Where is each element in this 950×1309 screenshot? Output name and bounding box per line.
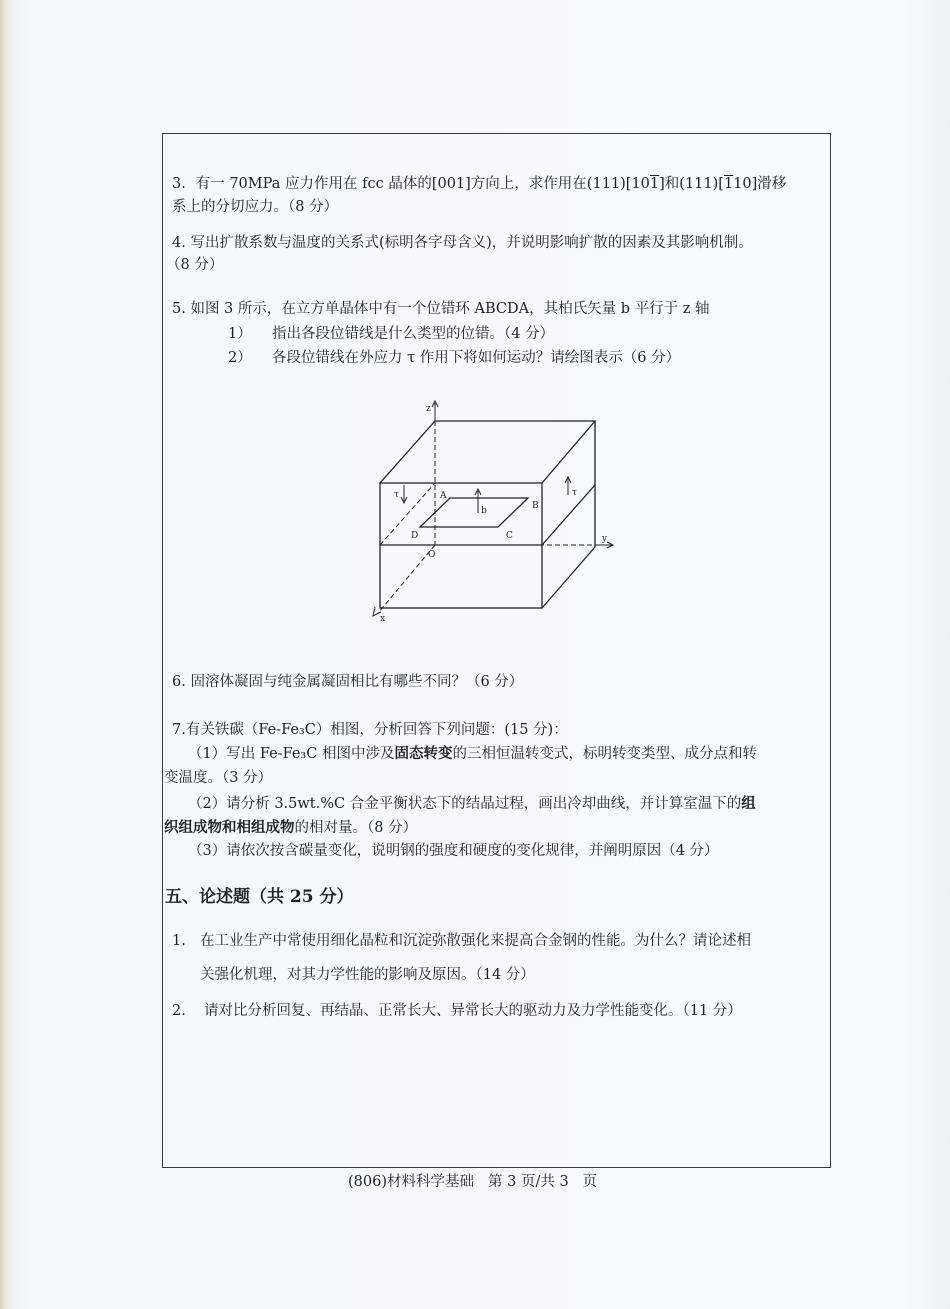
q5-sub2-text: 各段位错线在外应力 τ 作用下将如何运动？请绘图表示（6 分） xyxy=(272,350,681,366)
s5-item1-line1: 在工业生产中常使用细化晶粒和沉淀弥散强化来提高合金钢的性能。为什么？请论述相 xyxy=(200,933,751,949)
q4-line1: 4. 写出扩散系数与温度的关系式(标明各字母含义)，并说明影响扩散的因素及其影响机制。 xyxy=(172,235,753,251)
dislocation-loop xyxy=(420,498,528,527)
label-y: y xyxy=(602,534,608,544)
label-tau-left: τ xyxy=(394,490,399,500)
q3-bar-index-2: 1 xyxy=(723,176,734,192)
label-origin: O xyxy=(428,550,436,560)
q7-p1-bold: 固态转变 xyxy=(394,745,453,762)
q3-bar-index-1: 1 xyxy=(649,176,660,192)
q7-p3-line1: （3）请依次按含碳量变化，说明钢的强度和硬度的变化规律，并阐明原因（4 分） xyxy=(188,843,719,859)
q5-line1: 5. 如图 3 所示，在立方单晶体中有一个位错环 ABCDA，其柏氏矢量 b 平行于 z 轴 xyxy=(172,301,710,317)
hidden-slip-left xyxy=(380,483,435,545)
page-footer xyxy=(348,1170,611,1191)
label-tau-right: τ xyxy=(572,488,577,498)
label-burgers-vector: b xyxy=(481,506,487,516)
dislocation-cube-figure xyxy=(360,395,620,625)
s5-item1-num: 1. xyxy=(172,933,186,949)
q4-line2: （8 分） xyxy=(166,257,224,273)
label-point-c: C xyxy=(506,531,513,541)
q7-p2-text-d: 的相对量。（8 分） xyxy=(294,820,418,836)
q3-text-b: ]和(111)[ xyxy=(659,176,724,192)
q7-p2-line2 xyxy=(164,818,417,838)
q7-p1-text-c: 的三相恒温转变式，标明转变类型、成分点和转 xyxy=(452,746,757,762)
q5-sub2-num: 2） xyxy=(228,350,252,366)
label-z: z xyxy=(426,404,431,414)
q6-line1: 6. 固溶体凝固与纯金属凝固相比有哪些不同？（6 分） xyxy=(172,674,524,690)
q3-line1 xyxy=(172,174,786,194)
hidden-x-axis xyxy=(378,545,435,613)
label-point-a: A xyxy=(440,491,447,501)
cube-bottom-right-edge xyxy=(542,547,595,608)
footer-page-unit: 页 xyxy=(582,1174,598,1190)
q7-p1-line2: 变温度。（3 分） xyxy=(164,770,273,786)
label-point-b: B xyxy=(532,501,539,511)
q7-p2-bold-b: 织组成物和相组成物 xyxy=(164,819,295,836)
q5-sub1-num: 1） xyxy=(228,326,252,342)
q7-line1: 7.有关铁碳（Fe-Fe₃C）相图，分析回答下列问题：(15 分)： xyxy=(172,722,568,738)
q3-text-c: 10]滑移 xyxy=(733,176,787,192)
s5-item1-line2: 关强化机理，对其力学性能的影响及原因。（14 分） xyxy=(200,967,535,983)
q7-p1-text-a: （1）写出 Fe-Fe₃C 相图中涉及 xyxy=(188,746,395,762)
footer-course: (806)材料科学基础 xyxy=(348,1174,474,1190)
q5-sub1-text: 指出各段位错线是什么类型的位错。（4 分） xyxy=(272,326,555,342)
q7-p1-line1 xyxy=(188,744,757,764)
cube-top-face xyxy=(380,421,595,483)
label-point-d: D xyxy=(411,531,419,541)
footer-page-count: 第 3 页/共 3 xyxy=(488,1174,569,1190)
q7-p2-bold-a: 组 xyxy=(741,795,756,812)
q3-text-a: 3．有一 70MPa 应力作用在 fcc 晶体的[001]方向上，求作用在(111)[10 xyxy=(172,176,650,192)
q7-p2-text-a: （2）请分析 3.5wt.%C 合金平衡状态下的结晶过程，画出冷却曲线，并计算室温下的 xyxy=(188,796,742,812)
s5-item2-line1: 请对比分析回复、再结晶、正常长大、异常长大的驱动力及力学性能变化。（11 分） xyxy=(204,1003,742,1019)
q7-p2-line1 xyxy=(188,794,756,814)
label-x: x xyxy=(380,614,386,624)
scan-edge xyxy=(0,0,14,1309)
section-five-title: 五、论述题（共 25 分） xyxy=(165,887,354,907)
s5-item2-num: 2. xyxy=(172,1003,186,1019)
q3-line2: 系上的分切应力。（8 分） xyxy=(172,199,339,215)
